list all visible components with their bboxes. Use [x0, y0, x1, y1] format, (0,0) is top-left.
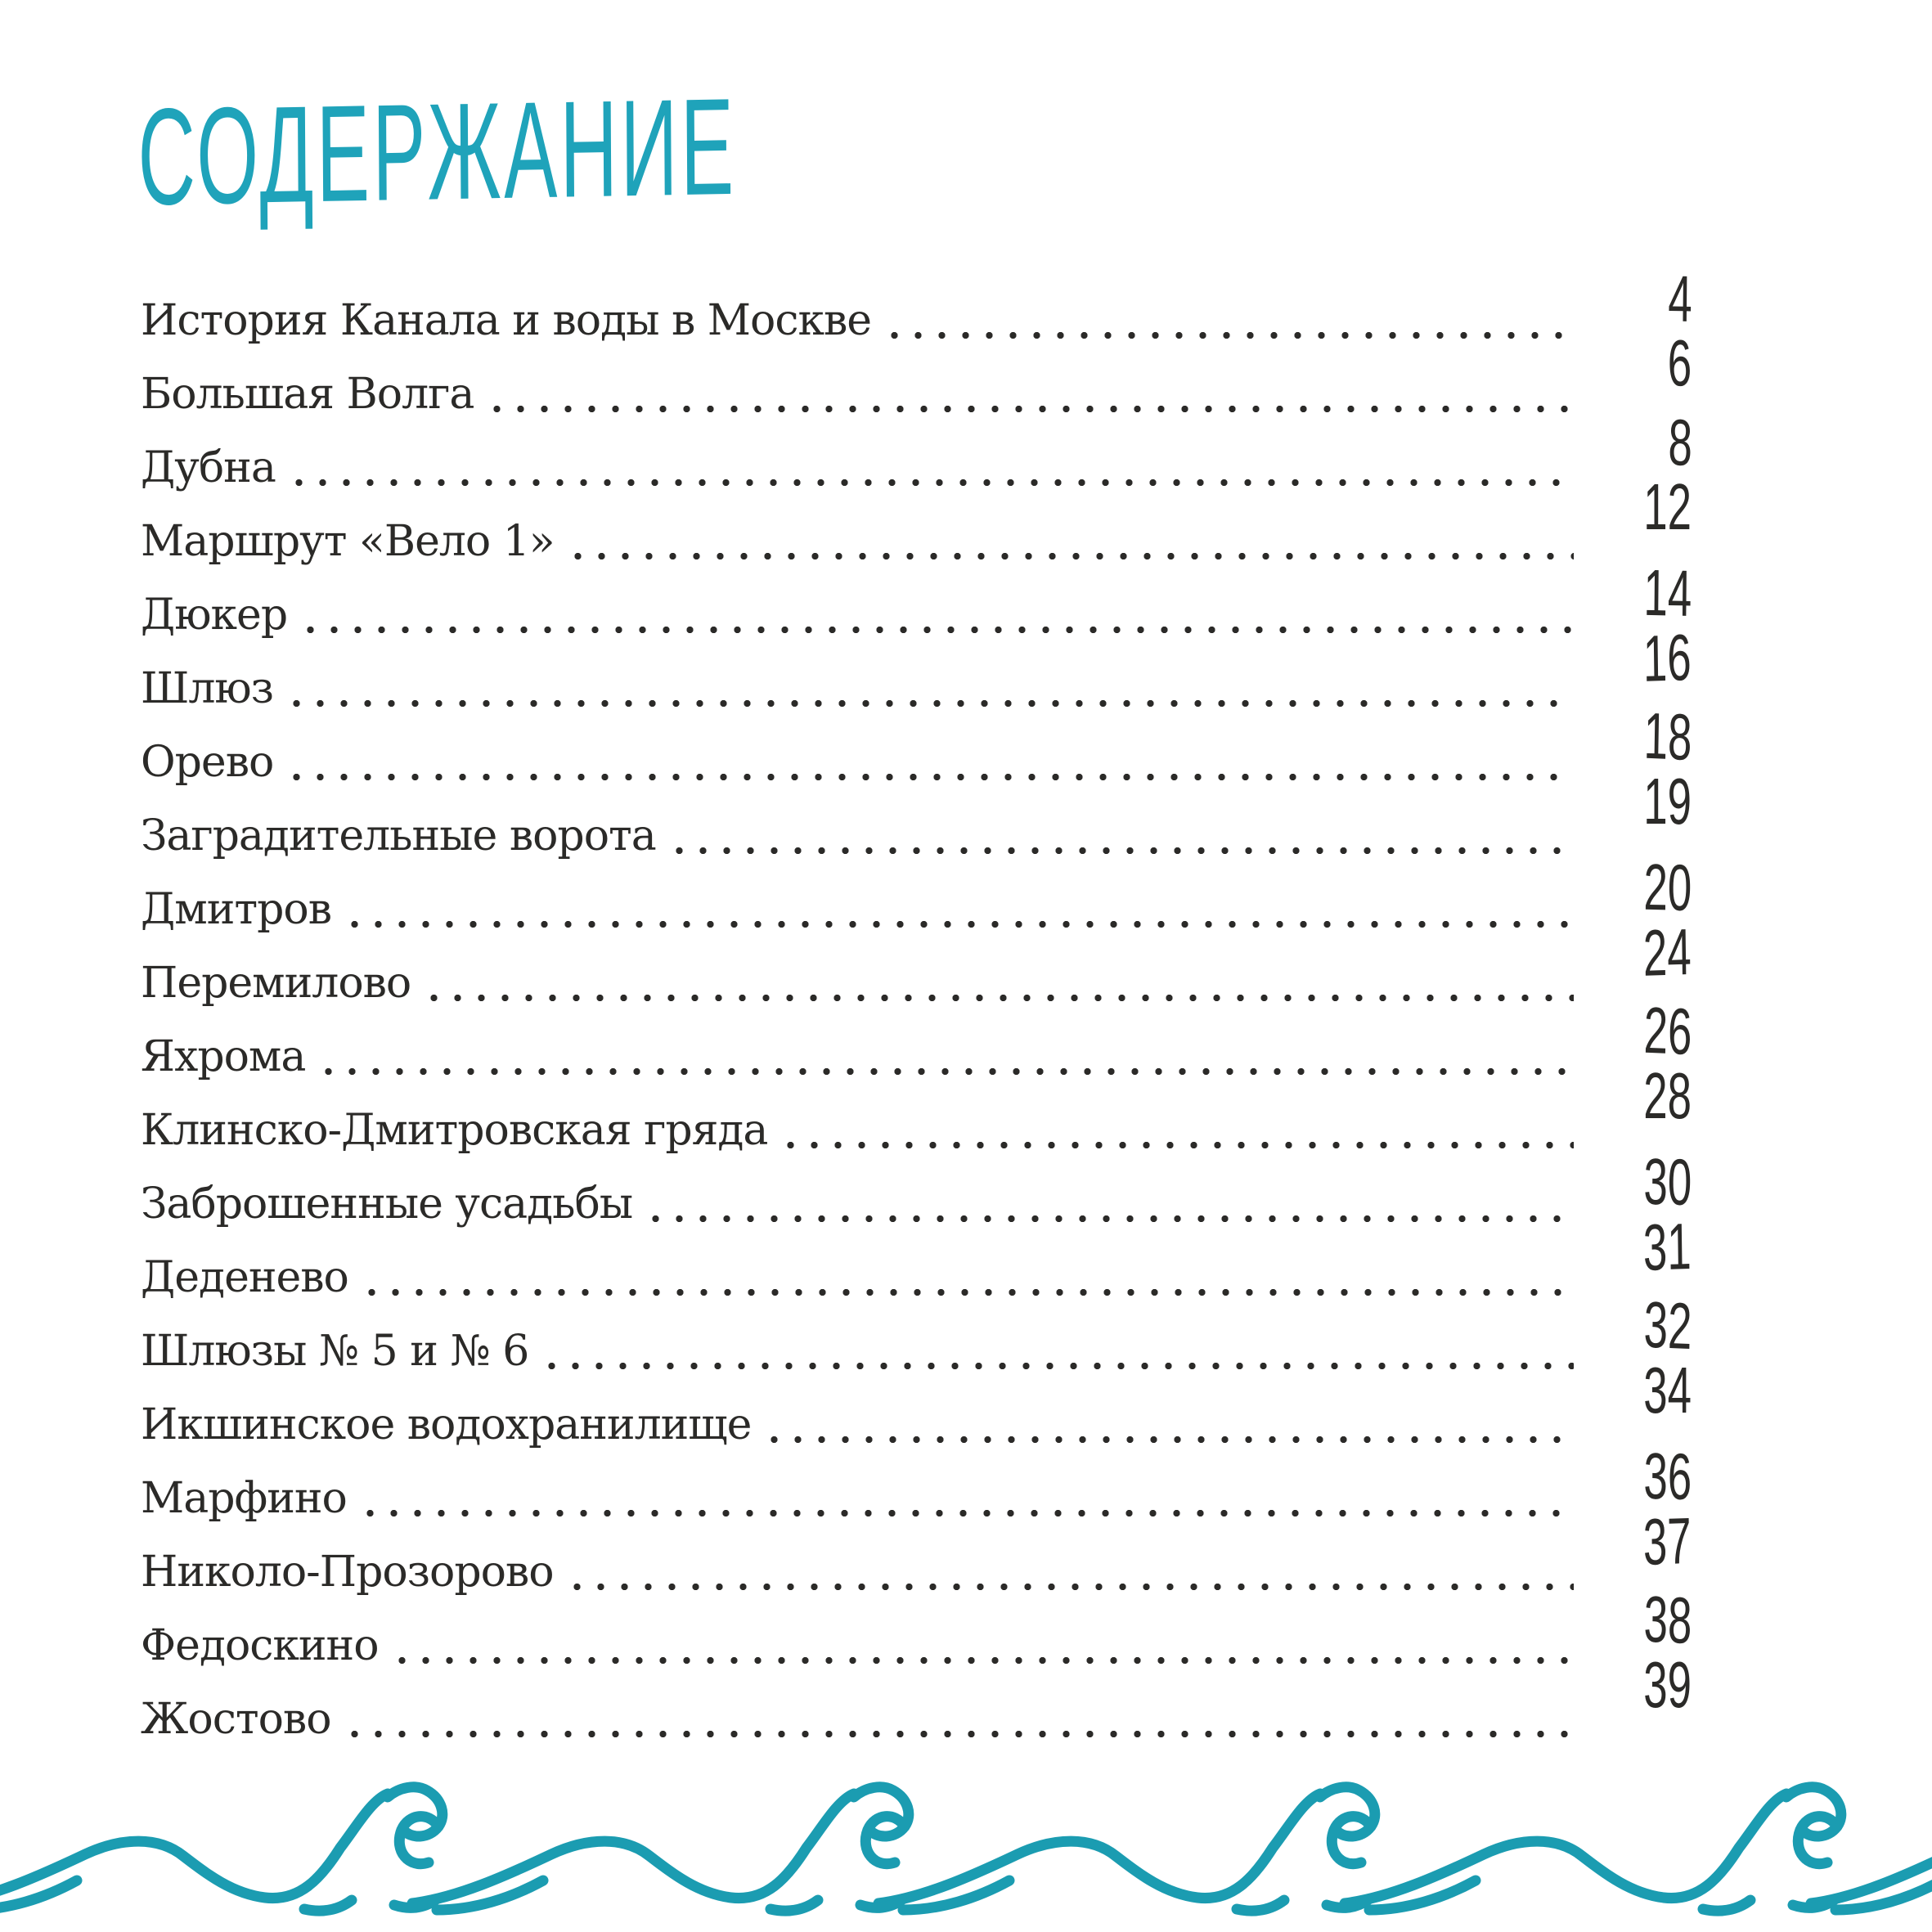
dot-leader: [368, 1287, 1574, 1297]
toc-item-page: 34: [1643, 1354, 1692, 1427]
toc-item-page: 12: [1643, 470, 1692, 543]
table-of-contents: [141, 262, 1693, 1754]
toc-item-title: История Канала и воды в Москве: [141, 296, 872, 345]
dot-leader: [652, 1214, 1574, 1224]
toc-row: [141, 765, 1692, 870]
dot-leader: [293, 699, 1574, 708]
toc-item-page: 4: [1667, 262, 1692, 335]
toc-row: [141, 1439, 1692, 1533]
dot-leader: [293, 772, 1574, 782]
dot-leader: [325, 1067, 1574, 1076]
toc-row: [141, 1582, 1693, 1680]
dot-leader: [398, 1656, 1574, 1665]
toc-item-page: 19: [1643, 765, 1692, 838]
toc-row: [141, 405, 1693, 502]
dot-leader: [307, 625, 1574, 635]
toc-item-title: Жостово: [141, 1695, 331, 1744]
toc-item-title: Николо-Прозорово: [141, 1548, 554, 1597]
toc-item-page: 24: [1642, 915, 1692, 990]
toc-row: [141, 993, 1693, 1091]
toc-item-title: Дмитров: [141, 885, 332, 934]
dot-leader: [366, 1508, 1574, 1518]
toc-item-title: Заградительные ворота: [141, 811, 656, 860]
toc-item-page: 26: [1643, 993, 1693, 1068]
toc-row: [141, 1648, 1692, 1754]
dot-leader: [676, 846, 1574, 856]
toc-item-title: Заброшенные усадьбы: [141, 1179, 633, 1229]
toc-item-page: 20: [1643, 850, 1692, 924]
toc-row: [141, 326, 1692, 429]
toc-item-title: Перемилово: [141, 959, 411, 1008]
toc-item-title: Орево: [141, 738, 274, 787]
toc-item-page: 28: [1643, 1059, 1692, 1132]
toc-item-title: Шлюзы № 5 и № 6: [141, 1327, 529, 1376]
toc-row: [141, 850, 1692, 944]
toc-item-page: 16: [1642, 621, 1692, 695]
toc-item-title: Маршрут «Вело 1»: [141, 517, 555, 566]
toc-item-page: 14: [1643, 555, 1692, 630]
dot-leader: [891, 330, 1574, 340]
toc-row: [141, 470, 1692, 576]
toc-row: [141, 699, 1693, 797]
toc-item-page: 8: [1667, 405, 1693, 479]
toc-item-page: 30: [1643, 1144, 1692, 1219]
toc-row: [141, 1354, 1692, 1459]
toc-row: [141, 915, 1692, 1018]
toc-item-page: 18: [1643, 699, 1693, 774]
toc-row: [141, 621, 1692, 723]
toc-row: [141, 262, 1692, 355]
toc-item-page: 31: [1642, 1210, 1692, 1284]
toc-item-title: Федоскино: [141, 1621, 379, 1670]
toc-row: [141, 1059, 1692, 1165]
page-title: СОДЕРЖАНИЕ: [137, 69, 737, 234]
toc-item-title: Шлюз: [141, 664, 274, 713]
toc-item-page: 37: [1642, 1504, 1692, 1579]
dot-leader: [771, 1435, 1574, 1445]
dot-leader: [548, 1361, 1574, 1371]
toc-item-title: Дубна: [141, 443, 276, 492]
dot-leader: [574, 551, 1574, 561]
toc-item-page: 38: [1643, 1582, 1693, 1657]
toc-item-title: Икшинское водохранилище: [141, 1400, 752, 1449]
wave-border-icon: [0, 1781, 1932, 1924]
dot-leader: [573, 1582, 1574, 1592]
toc-item-title: Деденево: [141, 1253, 348, 1302]
toc-row: [141, 1504, 1692, 1606]
dot-leader: [430, 993, 1574, 1003]
toc-item-title: Яхрома: [141, 1032, 306, 1081]
dot-leader: [295, 478, 1574, 487]
toc-row: [141, 1144, 1692, 1238]
toc-row: [141, 1287, 1693, 1386]
dot-leader: [351, 1729, 1574, 1739]
dot-leader: [493, 404, 1574, 414]
dot-leader: [351, 919, 1574, 929]
toc-item-page: 39: [1643, 1648, 1692, 1721]
toc-item-title: Марфино: [141, 1474, 347, 1523]
toc-item-page: 32: [1643, 1287, 1693, 1363]
toc-item-page: 36: [1643, 1439, 1692, 1513]
toc-item-title: Дюкер: [141, 591, 288, 640]
toc-item-title: Клинско-Дмитровская гряда: [141, 1106, 768, 1155]
toc-item-page: 6: [1666, 326, 1692, 400]
toc-row: [141, 1210, 1692, 1312]
toc-row: [141, 555, 1692, 649]
dot-leader: [787, 1140, 1574, 1150]
toc-item-title: Большая Волга: [141, 370, 474, 419]
